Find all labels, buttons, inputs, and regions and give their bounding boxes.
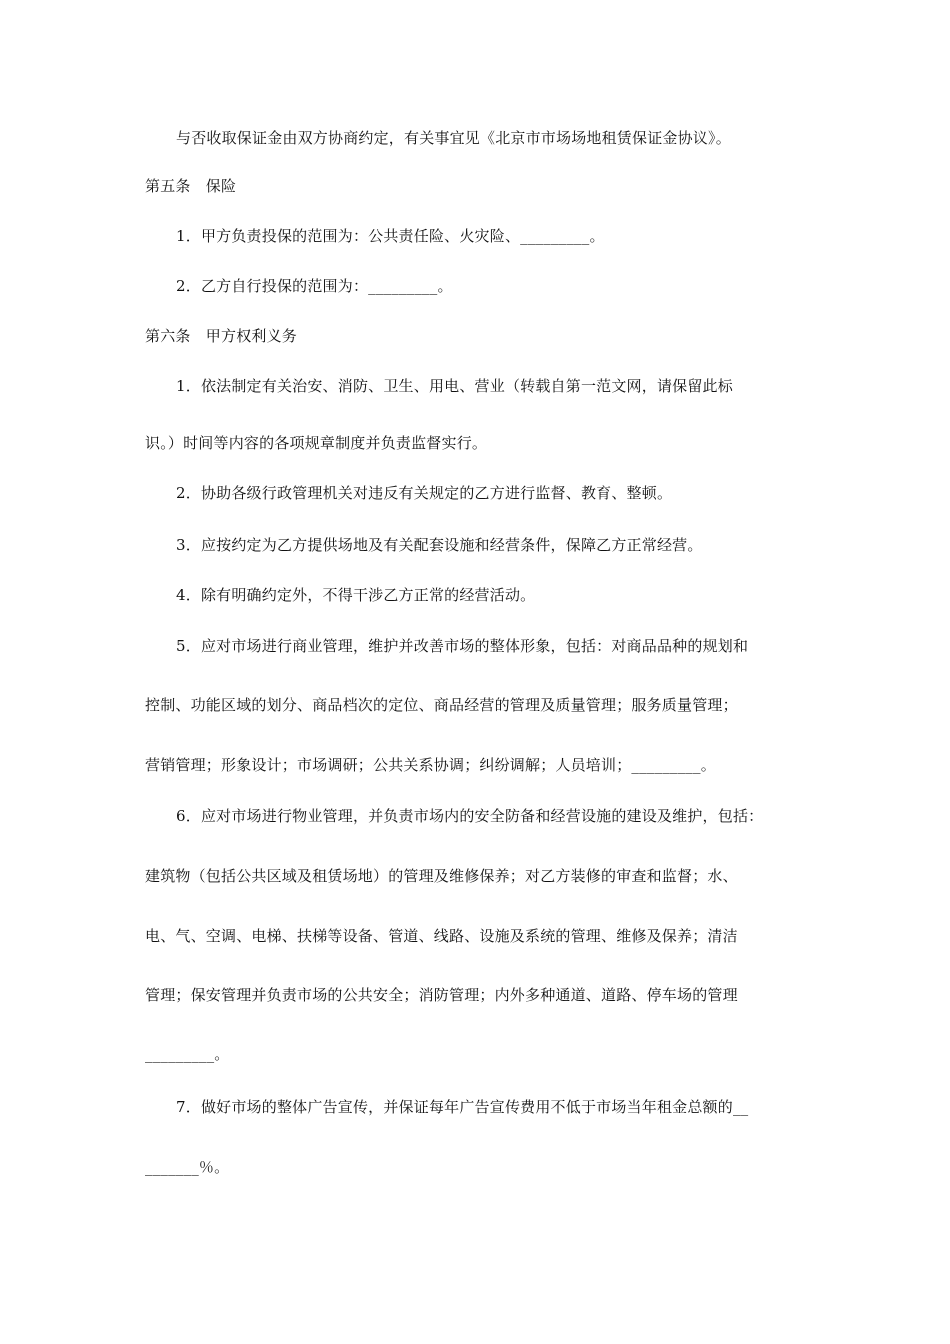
- clause-6-7-cont: _______％。: [145, 1158, 230, 1176]
- clause-6-5-cont-2: 营销管理；形象设计；市场调研；公共关系协调；纠纷调解；人员培训；_________。: [145, 756, 716, 774]
- clause-6-6-cont-2: 电、气、空调、电梯、扶梯等设备、管道、线路、设施及系统的管理、维修及保养；清洁: [145, 927, 738, 945]
- section-heading-6: 第六条 甲方权利义务: [145, 327, 298, 345]
- clause-6-2: 2．协助各级行政管理机关对违反有关规定的乙方进行监督、教育、整顿。: [176, 484, 673, 502]
- clause-6-6-cont-4: _________。: [145, 1045, 230, 1063]
- section-heading-5: 第五条 保险: [145, 177, 237, 195]
- clause-6-6-cont-1: 建筑物（包括公共区域及租赁场地）的管理及维修保养；对乙方装修的审查和监督；水、: [145, 867, 738, 885]
- clause-6-5-cont-1: 控制、功能区域的划分、商品档次的定位、商品经营的管理及质量管理；服务质量管理；: [145, 696, 738, 714]
- clause-5-2: 2．乙方自行投保的范围为：_________。: [176, 277, 453, 295]
- clause-6-6-cont-3: 管理；保安管理并负责市场的公共安全；消防管理；内外多种通道、道路、停车场的管理: [145, 986, 738, 1004]
- clause-6-4: 4．除有明确约定外，不得干涉乙方正常的经营活动。: [176, 586, 536, 604]
- clause-6-1-cont: 识。）时间等内容的各项规章制度并负责监督实行。: [145, 434, 488, 452]
- clause-6-6: 6．应对市场进行物业管理，并负责市场内的安全防备和经营设施的建设及维护，包括：: [176, 807, 764, 825]
- clause-5-1: 1．甲方负责投保的范围为：公共责任险、火灾险、_________。: [176, 227, 605, 245]
- clause-6-7: 7．做好市场的整体广告宣传，并保证每年广告宣传费用不低于市场当年租金总额的__: [176, 1098, 749, 1116]
- clause-6-1: 1．依法制定有关治安、消防、卫生、用电、营业（转载自第一范文网，请保留此标: [176, 377, 733, 395]
- clause-6-3: 3．应按约定为乙方提供场地及有关配套设施和经营条件，保障乙方正常经营。: [176, 536, 703, 554]
- clause-6-5: 5．应对市场进行商业管理，维护并改善市场的整体形象，包括：对商品品种的规划和: [176, 637, 749, 655]
- paragraph-line: 与否收取保证金由双方协商约定，有关事宜见《北京市市场场地租赁保证金协议》。: [176, 129, 731, 147]
